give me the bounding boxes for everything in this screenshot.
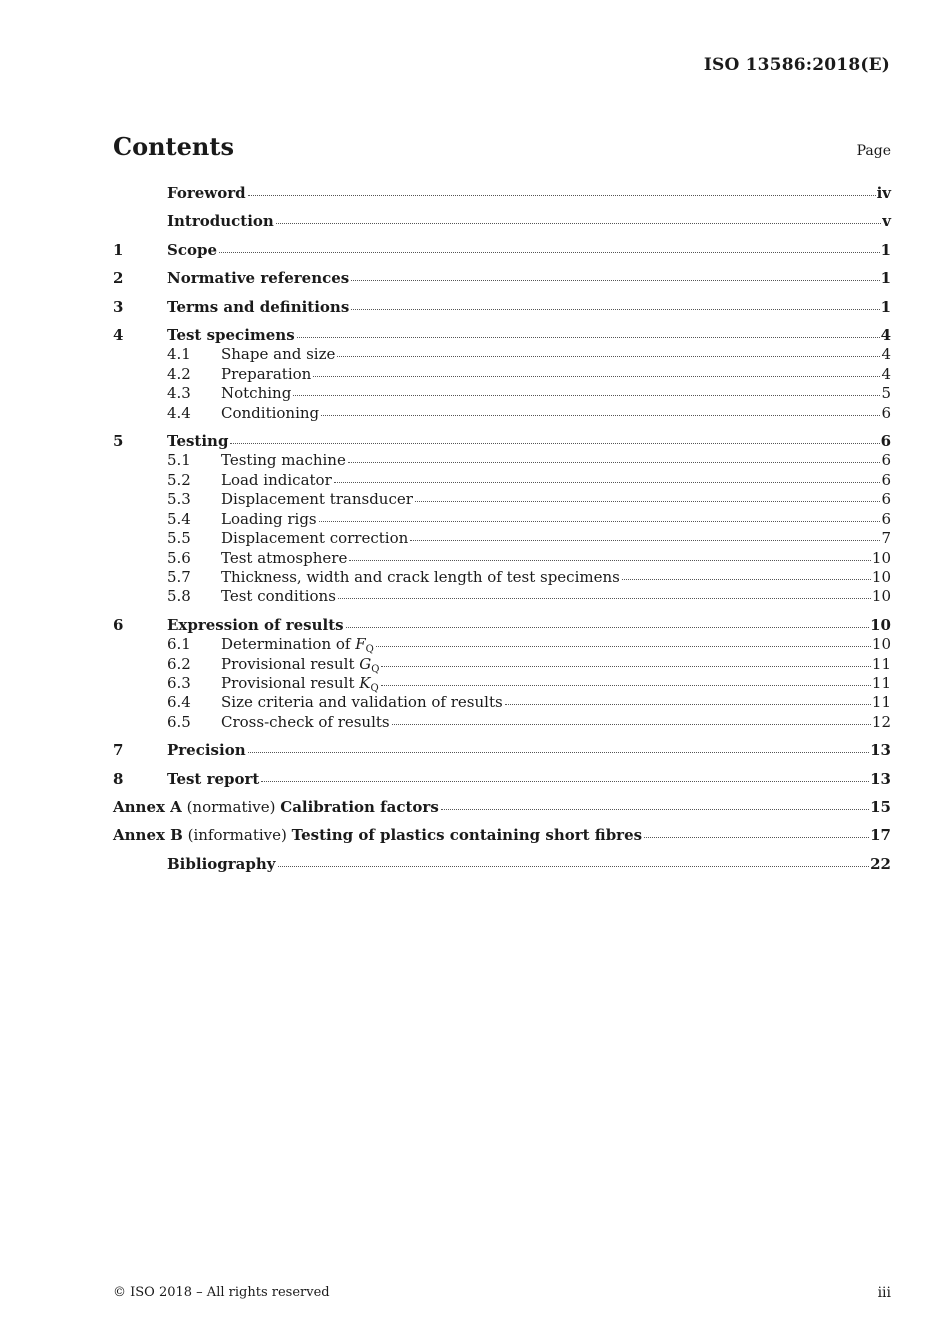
toc-subentry[interactable] [113,635,891,654]
toc-entry-label[interactable] [221,471,332,490]
dot-leader [441,808,869,810]
toc-entry-text: Scope [167,240,218,259]
dot-leader [644,836,869,838]
toc-section-number: 6.4 [167,693,191,712]
dot-leader [622,578,871,580]
toc-entry[interactable] [113,798,891,817]
toc-entry-label[interactable] [221,404,319,423]
toc-page-number: 6 [881,470,891,489]
toc-entry-label[interactable] [221,510,317,529]
toc-entry[interactable] [113,826,891,845]
toc-page-number: 13 [870,741,891,760]
toc-section-number: 4.3 [167,384,191,403]
toc-entry-label[interactable] [221,365,311,384]
toc-entry-label[interactable] [221,674,379,693]
toc-entry-text: Conditioning [221,403,320,422]
toc-page-number: 10 [871,567,891,586]
toc-subentry[interactable] [113,568,891,587]
toc-subentry[interactable] [113,345,891,364]
dot-leader [276,222,881,224]
page-column-label: Page [856,143,891,159]
toc-page-number: 5 [881,384,891,403]
toc-page-number: 11 [871,673,891,692]
toc-entry[interactable] [113,855,891,874]
toc-entry-text: Cross-check of results [221,712,390,731]
toc-entry-text: Provisional result [221,673,360,692]
toc-entry[interactable] [113,326,891,345]
toc-subentry[interactable] [113,404,891,423]
toc-entry-label[interactable] [167,432,228,451]
annex-kind: (normative) [181,797,281,816]
dot-leader [313,375,880,377]
toc-entry-label[interactable] [221,713,390,732]
toc-entry-label[interactable] [167,212,274,231]
toc-section-number: 5.5 [167,529,191,548]
dot-leader [338,597,871,599]
toc-entry-text: Thickness, width and crack length of test specimens [221,567,620,586]
dot-leader [319,520,881,522]
toc-entry-text: Foreword [167,184,246,202]
dot-leader [219,251,880,253]
toc-page-number: 6 [881,403,891,422]
toc-entry-text: Displacement transducer [221,490,413,509]
toc-page-number: 11 [871,693,891,712]
toc-subentry[interactable] [113,655,891,674]
toc-entry-label[interactable] [113,826,642,845]
dot-leader [349,559,871,561]
math-subscript: Q [371,663,380,675]
toc-section-number: 5.1 [167,451,191,470]
toc-section-number: 2 [113,269,124,288]
toc-section-number: 5.8 [167,587,191,606]
dot-leader [381,665,870,667]
toc-entry[interactable] [113,616,891,635]
toc-entry-text: Testing [167,432,229,451]
toc-entry-text: Calibration factors [280,797,439,816]
toc-page-number: 10 [871,548,891,567]
toc-entry-label[interactable] [167,269,349,288]
toc-page-number: 4 [881,364,891,383]
toc-subentry[interactable] [113,365,891,384]
toc-entry-text: Precision [167,741,246,760]
toc-entry-label[interactable] [221,529,408,548]
toc-entry-label[interactable] [221,587,336,606]
toc-subentry[interactable] [113,529,891,548]
toc-entry-text: Loading rigs [221,509,317,528]
toc-entry-label[interactable] [167,241,217,260]
math-subscript: Q [370,682,379,694]
toc-page-number: 10 [870,615,891,634]
toc-entry-label[interactable] [167,184,246,203]
toc-subentry[interactable] [113,490,891,509]
dot-leader [381,684,871,686]
toc-entry-text: Preparation [221,364,312,383]
toc-subentry[interactable] [113,693,891,712]
toc-entry[interactable] [113,184,891,203]
toc-entry-label[interactable] [221,693,503,712]
page-footer [113,1285,891,1301]
toc-entry-text: Testing of plastics containing short fibres [291,826,643,845]
dot-leader [348,461,881,463]
toc-page-number: 12 [871,712,891,731]
toc-page-number: 1 [880,269,891,288]
toc-entry-text: Introduction [167,212,274,231]
toc-subentry[interactable] [113,384,891,403]
dot-leader [261,780,869,782]
math-symbol: G [359,654,372,673]
math-subscript: Q [365,644,374,656]
page-title: Contents [113,132,234,161]
toc-section-number: 6.1 [167,635,191,654]
contents-title-row [113,132,891,161]
toc-subentry[interactable] [113,471,891,490]
toc-entry-label[interactable] [167,616,344,635]
copyright-notice: © ISO 2018 – All rights reserved [113,1285,330,1300]
toc-entry[interactable] [113,269,891,288]
dot-leader [321,414,880,416]
toc-entry[interactable] [113,298,891,317]
toc-page-number: 6 [881,490,891,509]
dot-leader [351,279,879,281]
toc-entry[interactable] [113,432,891,451]
toc-entry-label[interactable] [221,635,374,654]
toc-page-number: 6 [881,509,891,528]
toc-section-number: 6.5 [167,712,191,731]
toc-entry-text: Shape and size [221,345,336,364]
toc-page-number: 13 [870,769,891,788]
dot-leader [376,645,871,647]
toc-entry-label[interactable] [167,770,259,789]
toc-section-number: 4.1 [167,345,191,364]
toc-entry-text: Normative references [167,269,350,288]
annex-id: Annex B [113,826,183,845]
document-id: ISO 13586:2018(E) [703,55,890,75]
toc-subentry[interactable] [113,713,891,732]
toc-page-number: 6 [881,451,891,470]
table-of-contents [113,184,891,874]
toc-entry-label[interactable] [167,326,295,345]
toc-entry-text: Testing machine [221,451,346,470]
annex-id: Annex A [113,797,182,816]
toc-entry[interactable] [113,741,891,760]
annex-kind: (informative) [182,826,292,845]
dot-leader [334,481,881,483]
toc-entry-text: Determination of [221,635,356,654]
toc-page-number: 17 [870,826,891,845]
dot-leader [415,500,881,502]
toc-entry-label[interactable] [221,568,620,587]
toc-section-number: 4.4 [167,403,191,422]
toc-section-number: 5.4 [167,509,191,528]
toc-page-number: iv [876,184,891,202]
toc-section-number: 7 [113,741,124,760]
dot-leader [351,308,879,310]
toc-section-number: 4.2 [167,364,191,383]
toc-section-number: 1 [113,240,124,259]
dot-leader [337,355,880,357]
toc-section-number: 4 [113,326,124,345]
dot-leader [248,751,870,753]
dot-leader [230,442,879,444]
toc-entry-text: Size criteria and validation of results [221,693,503,712]
dot-leader [297,336,880,338]
toc-page-number: v [882,212,891,231]
toc-entry-label[interactable] [221,451,346,470]
toc-page-number: 7 [881,529,891,548]
toc-page-number: 6 [880,432,891,451]
toc-entry-text: Test report [167,769,260,788]
dot-leader [410,539,880,541]
toc-entry-text: Bibliography [167,854,276,873]
toc-entry-text: Expression of results [167,615,344,634]
toc-page-number: 10 [871,587,891,606]
dot-leader [505,703,871,705]
toc-section-number: 5.7 [167,567,191,586]
toc-entry-label[interactable] [167,741,246,760]
toc-page-number: 10 [871,635,891,654]
dot-leader [248,194,876,196]
dot-leader [293,394,880,396]
toc-section-number: 6 [113,615,124,634]
toc-page-number: 22 [870,854,891,873]
toc-section-number: 3 [113,297,124,316]
toc-entry-text: Test specimens [167,326,295,345]
toc-page-number: 15 [870,797,891,816]
toc-section-number: 6.3 [167,673,191,692]
toc-entry[interactable] [113,212,891,231]
toc-subentry[interactable] [113,451,891,470]
toc-entry[interactable] [113,241,891,260]
toc-section-number: 5 [113,432,124,451]
toc-entry-label[interactable] [113,798,439,817]
toc-subentry[interactable] [113,674,891,693]
toc-entry-text: Displacement correction [221,529,409,548]
toc-entry-label[interactable] [167,855,276,874]
toc-entry-label[interactable] [221,345,335,364]
toc-section-number: 8 [113,769,124,788]
dot-leader [346,626,870,628]
toc-entry-label[interactable] [221,549,347,568]
dot-leader [278,865,870,867]
toc-subentry[interactable] [113,587,891,606]
toc-entry[interactable] [113,770,891,789]
toc-section-number: 5.6 [167,548,191,567]
toc-entry-text: Test conditions [221,587,336,606]
toc-subentry[interactable] [113,549,891,568]
toc-entry-text: Notching [221,384,292,403]
toc-entry-text: Load indicator [221,470,332,489]
toc-entry-label[interactable] [221,655,379,674]
toc-entry-label[interactable] [221,384,291,403]
toc-entry-text: Test atmosphere [221,548,348,567]
toc-page-number: 11 [871,654,891,673]
toc-page-number: 1 [880,240,891,259]
toc-entry-label[interactable] [221,490,413,509]
toc-subentry[interactable] [113,510,891,529]
toc-page-number: 1 [880,297,891,316]
toc-section-number: 5.2 [167,470,191,489]
toc-entry-label[interactable] [167,298,349,317]
toc-page-number: 4 [881,345,891,364]
toc-page-number: 4 [880,326,891,345]
toc-section-number: 5.3 [167,490,191,509]
toc-section-number: 6.2 [167,654,191,673]
dot-leader [392,723,871,725]
math-symbol: K [359,673,371,692]
toc-entry-text: Terms and definitions [167,297,350,316]
math-symbol: F [355,635,366,654]
toc-entry-text: Provisional result [221,654,360,673]
page-number: iii [877,1285,891,1301]
